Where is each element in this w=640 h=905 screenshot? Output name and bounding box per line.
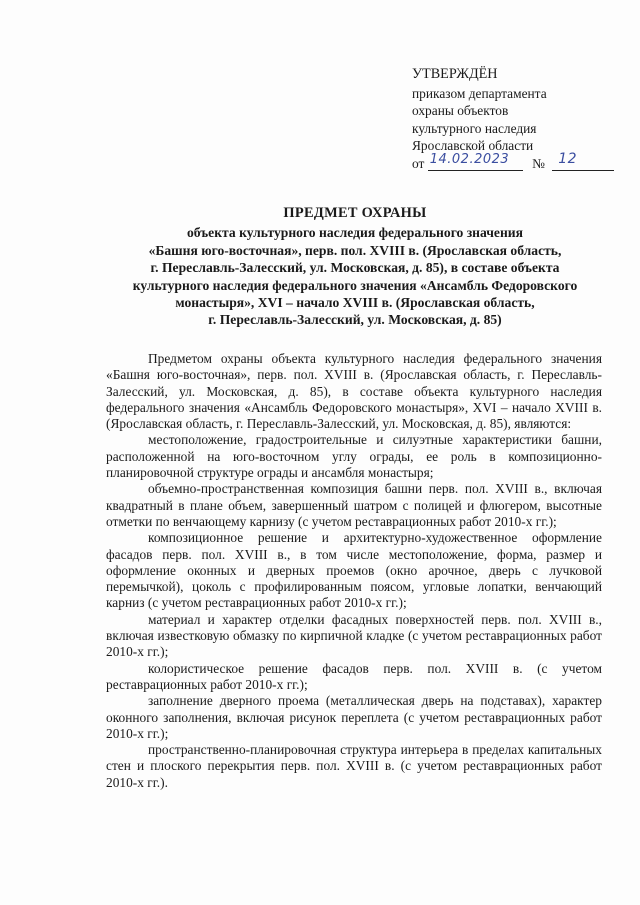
body-paragraph: местоположение, градостроительные и силуэтные характеристики башни, расположенной на юго-восточном углу ограды, ее роль в композиционно-планировочной структуре ограды и ансамбля монастыря; [106,432,602,481]
body-paragraph: заполнение дверного проема (металлическая дверь на подставах), характер оконного заполнения, включая рисунок переплета (с учетом реставрационных работ 2010-х гг.); [106,693,602,741]
title-main: ПРЕДМЕТ ОХРАНЫ [283,205,427,221]
title-line: монастыря», XVI – начало XVIII в. (Ярославская область, [175,295,535,311]
approval-line: культурного наследия [412,120,537,136]
body-paragraph: пространственно-планировочная структура интерьера в пределах капитальных стен и плоского перекрытия перв. пол. XVIII в. (с учетом реставрационных работ 2010-х гг.). [106,742,602,790]
approval-line: приказом департамента [412,85,547,101]
date-prefix: от [412,155,425,171]
handwritten-date: 14.02.2023 [429,152,510,167]
body-paragraph: композиционное решение и архитектурно-художественное оформление фасадов перв. пол. XVIII в., в том числе местоположение, форма, размер и оформление оконных и дверных проемов (окно арочное, дверь с лучковой перемычкой), цоколь с профилированным поясом, угловые лопатки, венчающий карниз (с учетом реставрационных работ 2010-х гг.); [106,530,602,611]
handwritten-number: 12 [558,151,578,167]
document-title [100,205,610,329]
approval-date-number-row [412,151,627,173]
approval-line: Ярославской области [412,138,534,153]
title-line: «Башня юго-восточная», перв. пол. XVIII в. (Ярославская область, [148,242,562,258]
title-line: культурного наследия федерального значения «Ансамбль Федоровского [132,277,578,293]
approval-line: охраны объектов [412,103,509,118]
date-field [428,152,523,171]
title-line: г. Переславль-Залесский, ул. Московская, д. 85) [208,312,502,328]
approval-heading: УТВЕРЖДЁН [412,66,498,82]
body-paragraph: материал и характер отделки фасадных поверхностей перв. пол. XVIII в., включая известковую обмазку по кирпичной кладке (с учетом реставрационных работ 2010-х гг.); [106,611,602,660]
title-line: объекта культурного наследия федерального значения [187,225,523,241]
number-field [552,151,614,171]
number-prefix: № [532,155,545,171]
document-body [106,351,602,791]
approval-stamp [412,66,627,172]
body-paragraph: Предметом охраны объекта культурного наследия федерального значения «Башня юго-восточная», перв. пол. XVIII в. (Ярославская область, г. Переславль-Залесский, ул. Московская, д. 85), в составе объекта культурного наследия федерального значения «Ансамбль Федоровского монастыря», XVI – начало XVIII в. (Ярославская область, г. Переславль-Залесский, ул. Московская, д. 85), являются: [106,351,602,432]
body-paragraph: объемно-пространственная композиция башни перв. пол. XVIII в., включая квадратный в плане объем, завершенный шатром с полицей и флюгером, высотные отметки по венчающему карнизу (с учетом реставрационных работ 2010-х гг.); [106,481,602,529]
body-paragraph: колористическое решение фасадов перв. пол. XVIII в. (с учетом реставрационных работ 2010-х гг.); [106,660,602,692]
title-line: г. Переславль-Залесский, ул. Московская, д. 85), в составе объекта [150,260,560,276]
